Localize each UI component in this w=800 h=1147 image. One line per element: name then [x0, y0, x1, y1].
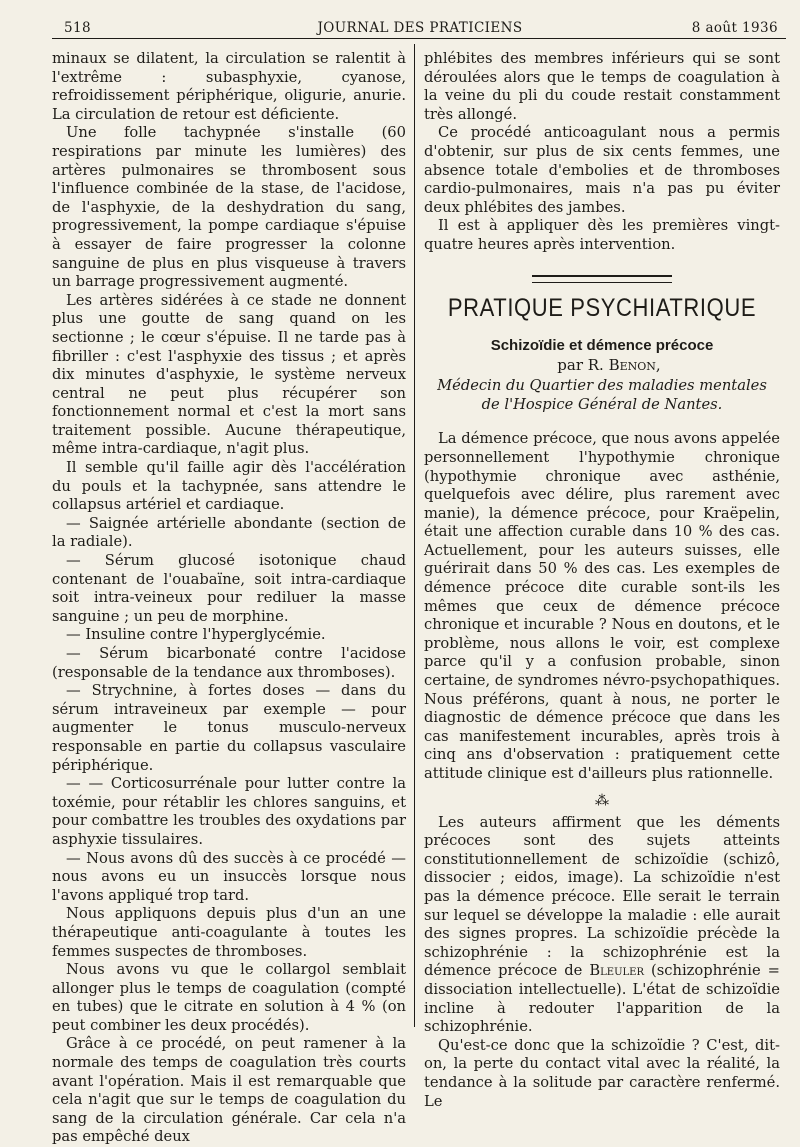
header-rule [52, 38, 786, 39]
paragraph: Nous avons vu que le collargol semblait allonger plus le temps de coagulation (compté en tubes) que le citrate en solution à 4 % (on peut combiner les deux procédés). [52, 961, 406, 1034]
paragraph: Qu'est-ce donc que la schizoïdie ? C'est, dit-on, la perte du contact vital avec la réalité, la tendance à la solitude par caractère renfermé. Le [424, 1036, 780, 1110]
left-column [52, 50, 406, 1147]
paragraph [424, 814, 780, 1037]
byline [424, 356, 780, 375]
paragraph: Une folle tachypnée s'installe (60 respirations par minute les lumières) des artères pulmonaires se thrombosent sous l'influence combinée de la stase, de l'acidose, de l'asphyxie, de la deshydration du sang, progressivement, la pompe cardiaque s'épuise à essayer de faire progresser la colonne sanguine de plus en plus visqueuse à travers un barrage progressivement augmenté. [52, 124, 406, 291]
author-name-bleuler: Bleuler [589, 962, 644, 980]
column-divider [414, 44, 415, 1027]
author-name: Benon, [608, 355, 661, 374]
page-number: 518 [64, 20, 91, 36]
paragraph: Ce procédé anticoagulant nous a permis d'obtenir, sur plus de six cents femmes, une absence totale d'embolies et de thromboses cardio-pulmonaires, mais n'a pas pu éviter deux phlébites des jambes. [424, 124, 780, 216]
byline-prefix: par R. [557, 355, 609, 374]
paragraph: Grâce à ce procédé, on peut ramener à la normale des temps de coagulation très courts avant l'opération. Mais il est remarquable que cela n'agit que sur le temps de coagulation du sang de la circulation générale. Car cela n'a pas empêché deux [52, 1035, 406, 1146]
paragraph: La démence précoce, que nous avons appelée personnellement l'hypothymie chronique (hypothymie chronique avec asthénie, quelquefois avec délire, plus rarement avec manie), la démence précoce, pour Kraëpelin, était une affection curable dans 10 % des cas. Actuellement, pour les auteurs suisses, elle guérirait dans 50 % des cas. Les exemples de démence précoce dite curable sont-ils les mêmes que ceux de démence précoce chronique et incurable ? Nous en doutons, et le problème, nous allons le voir, est complexe parce qu'il y a confusion probable, sinon certaine, de syndromes névro-psychopathiques. Nous préférons, quant à nous, ne porter le diagnostic de démence précoce que dans les cas manifestement incurables, après trois à cinq ans d'observation : pratiquement cette attitude clinique est d'ailleurs plus rationnelle. [424, 430, 780, 782]
right-column [424, 50, 780, 1111]
paragraph: phlébites des membres inférieurs qui se sont déroulées alors que le temps de coagulation à la veine du pli du coude restait constamment très allongé. [424, 50, 780, 123]
paragraph-text: (schizophrénie = dissociation intellectuelle). L'état de schizoïdie incline à redouter l'apparition de la schizophrénie. [424, 962, 780, 1036]
asterism-separator: ⁂ [595, 792, 609, 809]
article-title: Schizoïdie et démence précoce [490, 337, 714, 355]
paragraph: — — Corticosurrénale pour lutter contre la toxémie, pour rétablir les chlores sanguins, et pour combattre les troubles des oxydations par asphyxie tissulaires. [52, 775, 406, 848]
paragraph: — Strychnine, à fortes doses — dans du sérum intraveineux par exemple — pour augmenter le tonus musculo-nerveux responsable en partie du collapsus vasculaire périphérique. [52, 682, 406, 774]
paragraph: — Nous avons dû des succès à ce procédé — nous avons eu un insuccès lorsque nous l'avons appliqué trop tard. [52, 849, 406, 904]
article-body [424, 430, 780, 1111]
paragraph: Il est à appliquer dès les premières vingt-quatre heures après intervention. [424, 217, 780, 253]
paragraph-text: Les auteurs affirment que les déments précoces sont des sujets atteints constitutionnellement de schizoïdie (schizô, dissocier ; eidos, image). La schizoïdie n'est pas la démence précoce. Elle serait le terrain sur lequel se développe la maladie : elle aurait des signes propres. La schizoïdie précède la schizophrénie : la schizophrénie est la démence précoce de [424, 813, 780, 980]
paragraph: — Sérum bicarbonaté contre l'acidose (responsable de la tendance aux thromboses). [52, 645, 406, 681]
affiliation-line: de l'Hospice Général de Nantes. [481, 396, 723, 414]
paragraph: minaux se dilatent, la circulation se ralentit à l'extrême : subasphyxie, cyanose, refroidissement périphérique, oligurie, anurie. La circulation de retour est déficiente. [52, 50, 406, 123]
paragraph: — Insuline contre l'hyperglycémie. [66, 626, 326, 644]
section-heading: PRATIQUE PSYCHIATRIQUE [447, 292, 757, 322]
paragraph: Il semble qu'il faille agir dès l'accélération du pouls et la tachypnée, sans attendre le collapsus artériel et cardiaque. [52, 459, 406, 514]
section-divider-rule [532, 275, 672, 283]
paragraph: Les artères sidérées à ce stade ne donnent plus une goutte de sang quand on les sectionne ; le cœur s'épuise. Il ne tarde pas à fibriller : c'est l'asphyxie des tissus ; et après dix minutes d'asphyxie, le système nerveux central ne peut plus récupérer son fonctionnement normal et c'est la mort sans traitement possible. Aucune thérapeutique, même intra-cardiaque, n'agit plus. [52, 291, 406, 458]
author-affiliation [424, 376, 780, 414]
paragraph: Nous appliquons depuis plus d'un an une thérapeutique anti-coagulante à toutes les femmes suspectes de thromboses. [52, 905, 406, 960]
paragraph: — Sérum glucosé isotonique chaud contenant de l'ouabaïne, soit intra-cardiaque soit intra-veineux pour rediluer la masse sanguine ; un peu de morphine. [52, 552, 406, 625]
issue-date: 8 août 1936 [691, 20, 778, 36]
running-header [62, 14, 778, 38]
affiliation-line: Médecin du Quartier des maladies mentales [437, 377, 767, 395]
journal-title: JOURNAL DES PRATICIENS [317, 20, 523, 36]
paragraph: — Saignée artérielle abondante (section de la radiale). [52, 514, 406, 551]
